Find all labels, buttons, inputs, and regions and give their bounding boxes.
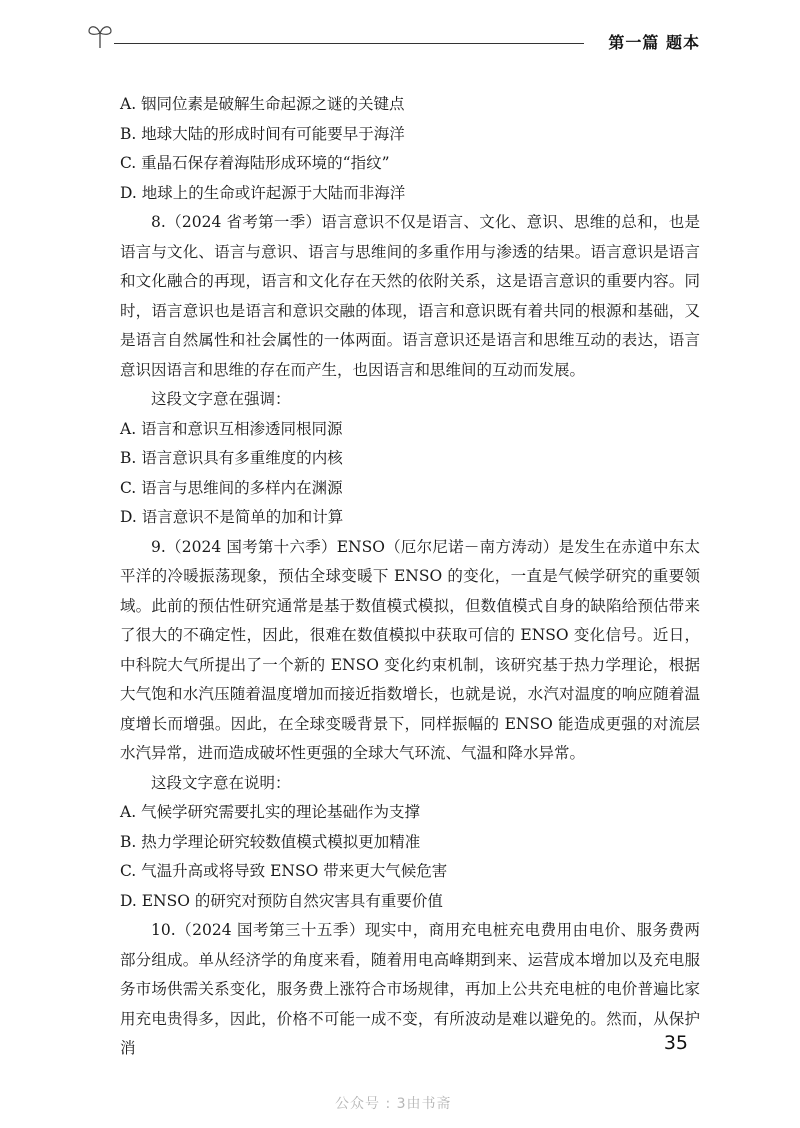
q8-option-a: A. 语言和意识互相渗透同根同源	[120, 419, 343, 438]
watermark: 公众号 : 3由书斋	[335, 1096, 452, 1112]
header-title: 第一篇 题本	[608, 33, 700, 52]
prev-option-c: C. 重晶石保存着海陆形成环境的“指纹”	[120, 154, 390, 172]
header-divider	[114, 43, 584, 44]
question-9-stem: 这段文字意在说明：	[151, 773, 291, 792]
page-header	[86, 18, 700, 54]
prev-option-d: D. 地球上的生命或许起源于大陆而非海洋	[120, 183, 406, 202]
page-content	[120, 90, 700, 1064]
q8-option-c: C. 语言与思维间的多样内在渊源	[120, 478, 343, 497]
question-10-text: 10.（2024 国考第三十五季）现实中，商用充电桩充电费用由电价、服务费两部分组成。单从经济学的角度来看，随着用电高峰期到来、运营成本增加以及充电服务市场供需关系变化，服务费上涨符合市场规律，再加上公共充电桩的电价普遍比家用充电贵得多，因此，价格不可能一成不变，有所波动是难以避免的。然而，从保护消	[120, 921, 700, 1057]
question-9-text: 9.（2024 国考第十六季）ENSO（厄尔尼诺－南方涛动）是发生在赤道中东太平洋的冷暖振荡现象，预估全球变暖下 ENSO 的变化，一直是气候学研究的重要领域。此前的预估性研究通常是基于数值模式模拟，但数值模式自身的缺陷给预估带来了很大的不确定性，因此，很难在数值模拟中获取可信的 ENSO 变化信号。近日，中科院大气所提出了一个新的 ENSO 变化约束机制，该研究基于热力学理论，根据大气饱和水汽压随着温度增加而接近指数增长，也就是说，水汽对温度的响应随着温度增长而增强。因此，在全球变暖背景下，同样振幅的 ENSO 能造成更强的对流层水汽异常，进而造成破坏性更强的全球大气环流、气温和降水异常。	[120, 537, 700, 762]
q9-option-c: C. 气温升高或将导致 ENSO 带来更大气候危害	[120, 862, 448, 880]
prev-option-b: B. 地球大陆的形成时间有可能要早于海洋	[120, 124, 405, 143]
q8-option-b: B. 语言意识具有多重维度的内核	[120, 449, 343, 467]
question-8-text: 8.（2024 省考第一季）语言意识不仅是语言、文化、意识、思维的总和，也是语言与文化、语言与意识、语言与思维间的多重作用与渗透的结果。语言意识是语言和文化融合的再现，语言和文化存在天然的依附关系，这是语言意识的重要内容。同时，语言意识也是语言和意识交融的体现，语言和意识既有着共同的根源和基础，又是语言自然属性和社会属性的一体两面。语言意识还是语言和思维互动的表达，语言意识因语言和思维的存在而产生，也因语言和思维间的互动而发展。	[120, 213, 700, 379]
page-number: 35	[663, 1032, 688, 1054]
prev-option-a: A. 铟同位素是破解生命起源之谜的关键点	[120, 95, 405, 113]
q9-option-d: D. ENSO 的研究对预防自然灾害具有重要价值	[120, 891, 443, 910]
q9-option-b: B. 热力学理论研究较数值模式模拟更加精准	[120, 832, 421, 851]
sprout-icon	[86, 20, 114, 54]
question-8-stem: 这段文字意在强调：	[151, 390, 291, 408]
q8-option-d: D. 语言意识不是简单的加和计算	[120, 508, 344, 526]
q9-option-a: A. 气候学研究需要扎实的理论基础作为支撑	[120, 803, 421, 821]
